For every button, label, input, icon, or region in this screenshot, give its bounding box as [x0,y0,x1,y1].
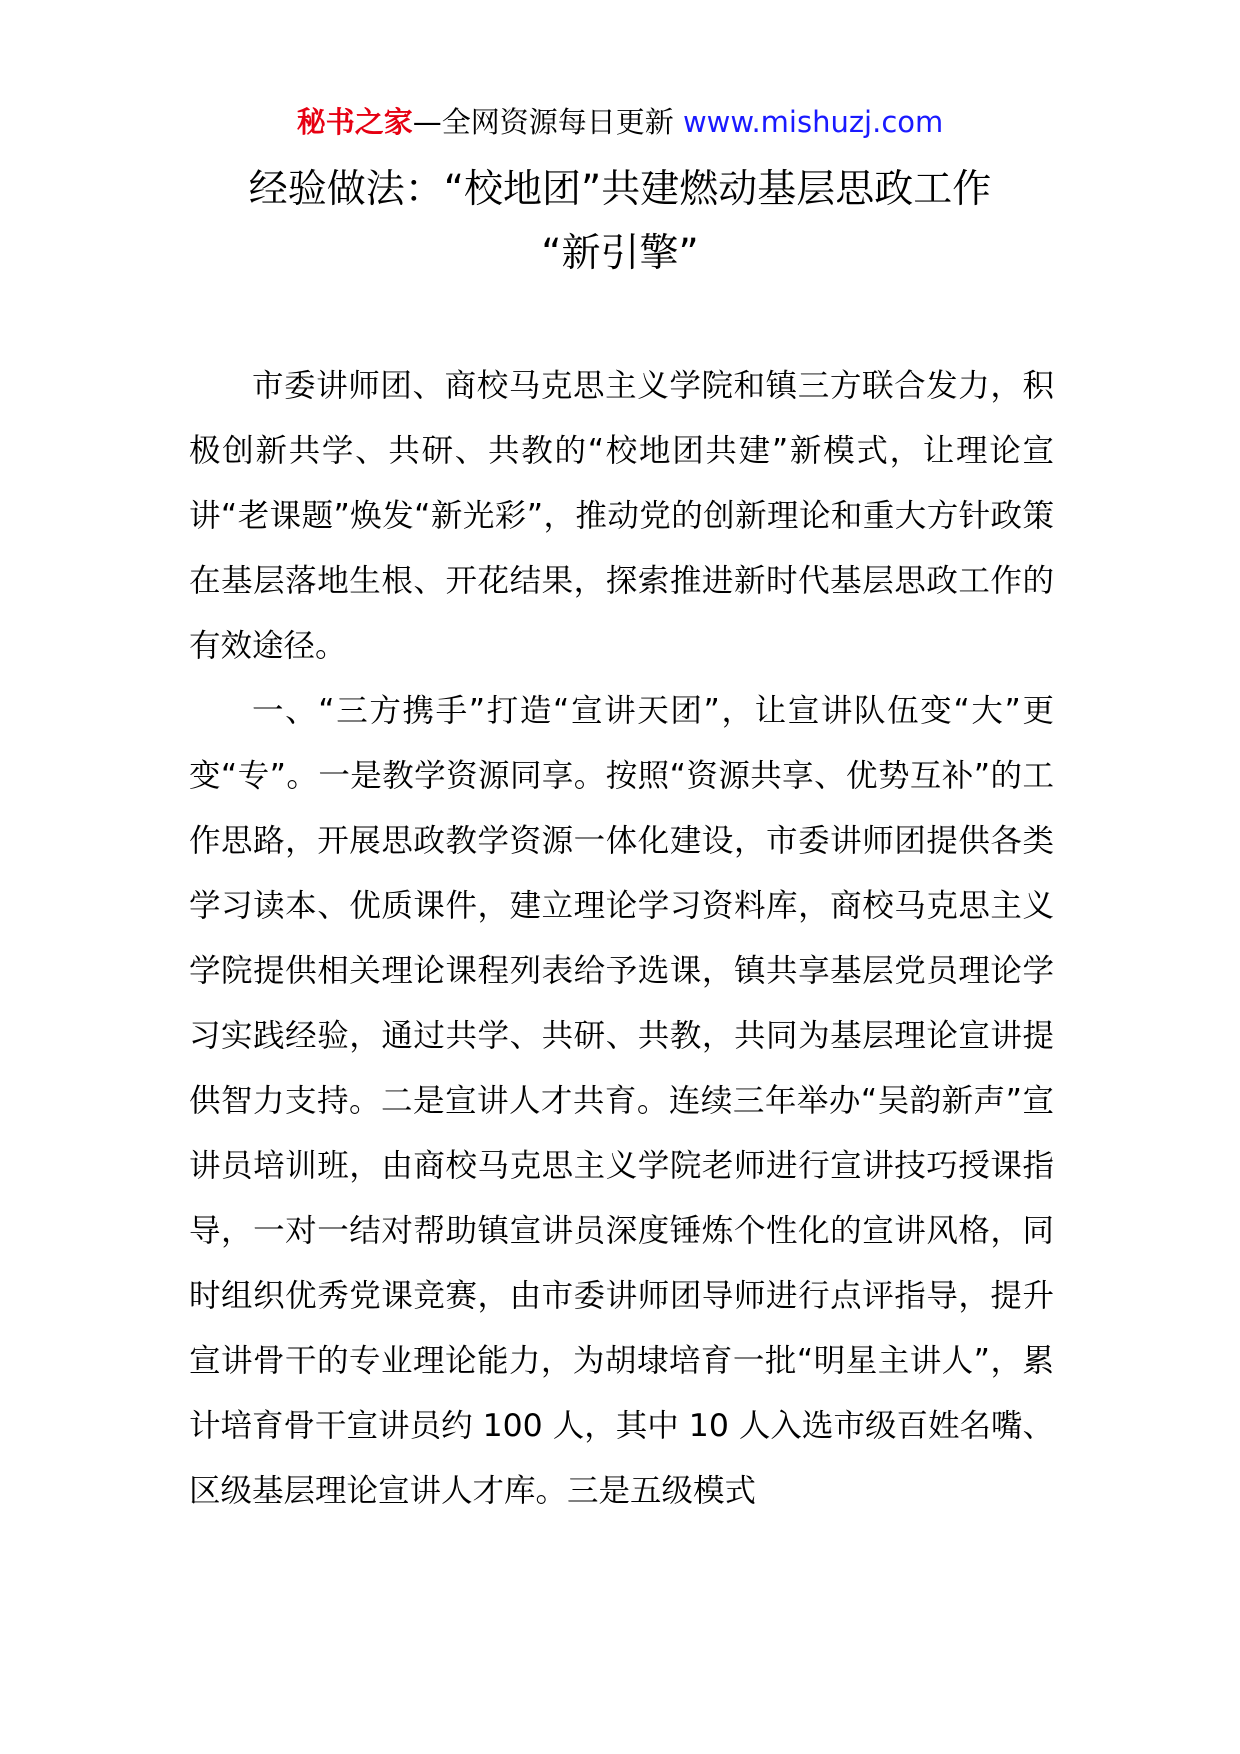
brand-name: 秘书之家 [296,105,413,139]
document-title [160,158,1080,286]
title-line-1: 经验做法：“校地团”共建燃动基层思政工作 [248,167,992,212]
paragraph-intro: 市委讲师团、商校马克思主义学院和镇三方联合发力，积极创新共学、共研、共教的“校地团共建”新模式，让理论宣讲“老课题”焕发“新光彩”，推动党的创新理论和重大方针政策在基层落地生根、开花结果，探索推进新时代基层思政工作的有效途径。 [189,368,1054,664]
document-body [189,354,1054,1524]
site-url-link[interactable]: www.mishuzj.com [682,105,944,139]
paragraph-section-1: 一、“三方携手”打造“宣讲天团”，让宣讲队伍变“大”更变“专”。一是教学资源同享。按照“资源共享、优势互补”的工作思路，开展思政教学资源一体化建设，市委讲师团提供各类学习读本、优质课件，建立理论学习资料库，商校马克思主义学院提供相关理论课程列表给予选课，镇共享基层党员理论学习实践经验，通过共学、共研、共教，共同为基层理论宣讲提供智力支持。二是宣讲人才共育。连续三年举办“吴韵新声”宣讲员培训班，由商校马克思主义学院老师进行宣讲技巧授课指导，一对一结对帮助镇宣讲员深度锤炼个性化的宣讲风格，同时组织优秀党课竞赛，由市委讲师团导师进行点评指导，提升宣讲骨干的专业理论能力，为胡埭培育一批“明星主讲人”，累计培育骨干宣讲员约 100 人，其中 10 人入选市级百姓名嘴、区级基层理论宣讲人才库。三是五级模式 [189,693,1054,1509]
header-tagline: —全网资源每日更新 [412,105,683,139]
title-line-2: “新引擎” [541,231,699,276]
site-header [0,102,1240,142]
